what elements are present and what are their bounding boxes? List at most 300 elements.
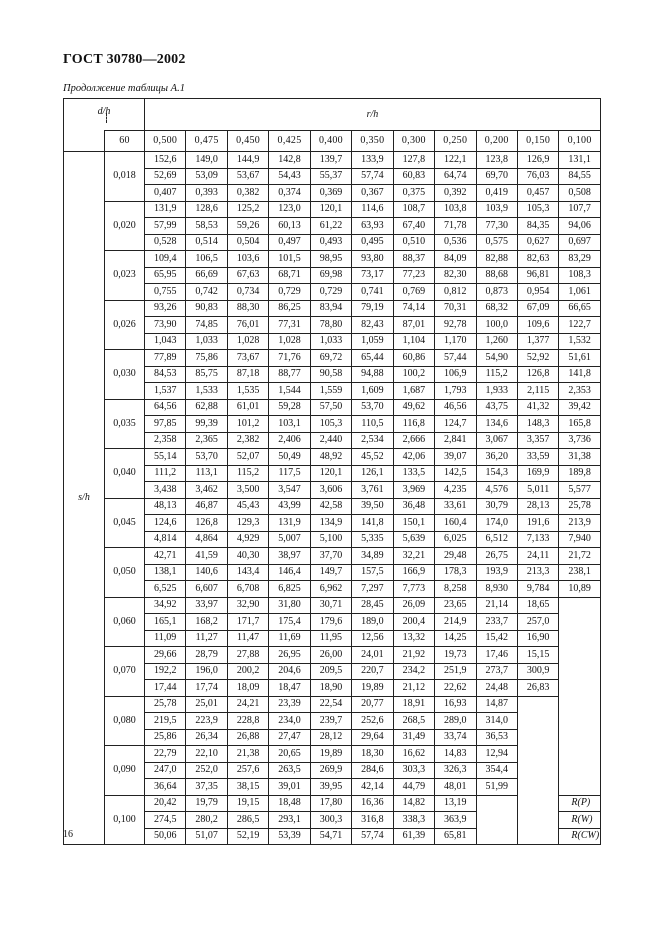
table-cell: 7,133 (517, 531, 558, 548)
table-cell: 0,729 (269, 284, 310, 301)
table-row (64, 201, 601, 218)
table-row (64, 333, 601, 350)
table-cell: 55,14 (145, 449, 186, 466)
column-header: 0,300 (393, 131, 434, 152)
table-cell: 5,335 (352, 531, 393, 548)
table-cell: 21,72 (559, 548, 601, 565)
table-cell: 165,1 (145, 614, 186, 631)
table-row (64, 762, 601, 779)
table-cell: 18,48 (269, 795, 310, 812)
table-cell: 3,547 (269, 482, 310, 499)
table-cell: 138,1 (145, 564, 186, 581)
table-cell: 26,83 (517, 680, 558, 697)
table-cell: 6,025 (435, 531, 476, 548)
table-cell: 228,8 (227, 713, 268, 730)
table-cell: 86,25 (269, 300, 310, 317)
table-cell: 1,033 (310, 333, 351, 350)
empty-cell (476, 812, 517, 829)
table-cell: 3,067 (476, 432, 517, 449)
table-cell: 2,406 (269, 432, 310, 449)
table-cell: 0,392 (435, 185, 476, 202)
table-cell: 125,2 (227, 201, 268, 218)
d-value: 0,070 (105, 647, 145, 697)
table-cell: 51,99 (476, 779, 517, 796)
table-cell: 53,70 (186, 449, 227, 466)
table-cell: 20,77 (352, 696, 393, 713)
table-cell: 142,5 (435, 465, 476, 482)
table-cell: 189,0 (352, 614, 393, 631)
table-cell: 13,32 (393, 630, 434, 647)
table-row (64, 614, 601, 631)
table-cell: 69,72 (310, 350, 351, 367)
table-cell: 274,5 (145, 812, 186, 829)
table-cell: 113,1 (186, 465, 227, 482)
table-cell: 2,115 (517, 383, 558, 400)
table-cell: 90,58 (310, 366, 351, 383)
table-cell: 4,576 (476, 482, 517, 499)
table-cell: 108,7 (393, 201, 434, 218)
table-cell: 160,4 (435, 515, 476, 532)
table-cell: 1,559 (310, 383, 351, 400)
table-cell: 59,28 (269, 399, 310, 416)
column-header: 0,100 (559, 131, 601, 152)
table-cell: 2,666 (393, 432, 434, 449)
table-cell: 293,1 (269, 812, 310, 829)
table-cell: 65,95 (145, 267, 186, 284)
table-cell: 73,67 (227, 350, 268, 367)
table-cell: 62,88 (186, 399, 227, 416)
table-cell: 284,6 (352, 762, 393, 779)
table-row (64, 399, 601, 416)
table-cell: 12,56 (352, 630, 393, 647)
table-cell: 126,8 (186, 515, 227, 532)
table-cell: 83,29 (559, 251, 601, 268)
table-cell: 69,98 (310, 267, 351, 284)
table-cell: 26,95 (269, 647, 310, 664)
table-cell: 107,7 (559, 201, 601, 218)
table-cell: 126,8 (517, 366, 558, 383)
table-cell: 17,74 (186, 680, 227, 697)
table-cell: 154,3 (476, 465, 517, 482)
table-cell: 0,367 (352, 185, 393, 202)
table-cell: 1,687 (393, 383, 434, 400)
table-cell: 2,358 (145, 432, 186, 449)
table-cell: 103,6 (227, 251, 268, 268)
table-cell: 149,7 (310, 564, 351, 581)
legend-label: R(CW) (559, 828, 601, 845)
table-cell: 70,31 (435, 300, 476, 317)
table-cell: 316,8 (352, 812, 393, 829)
table-cell: 19,73 (435, 647, 476, 664)
table-row (64, 597, 601, 614)
table-cell: 252,6 (352, 713, 393, 730)
table-cell: 25,78 (145, 696, 186, 713)
table-cell: 99,39 (186, 416, 227, 433)
table-cell: 2,841 (435, 432, 476, 449)
first-column-header: 60 (105, 131, 145, 152)
table-cell: 273,7 (476, 663, 517, 680)
table-cell: 64,74 (435, 168, 476, 185)
table-cell: 50,49 (269, 449, 310, 466)
table-cell: 29,64 (352, 729, 393, 746)
table-cell: 38,97 (269, 548, 310, 565)
table-cell: 84,55 (559, 168, 601, 185)
table-cell: 0,873 (476, 284, 517, 301)
table-cell: 22,62 (435, 680, 476, 697)
table-cell: 69,70 (476, 168, 517, 185)
table-row (64, 350, 601, 367)
table-cell: 10,89 (559, 581, 601, 598)
table-cell: 5,007 (269, 531, 310, 548)
table-cell: 90,83 (186, 300, 227, 317)
table-cell: 76,03 (517, 168, 558, 185)
table-cell: 42,58 (310, 498, 351, 515)
d-value: 0,045 (105, 498, 145, 548)
table-cell: 39,42 (559, 399, 601, 416)
table-cell: 43,99 (269, 498, 310, 515)
table-cell: 34,89 (352, 548, 393, 565)
table-cell: 134,6 (476, 416, 517, 433)
empty-cell (559, 680, 601, 697)
d-value: 0,030 (105, 350, 145, 400)
table-cell: 0,575 (476, 234, 517, 251)
table-cell: 25,86 (145, 729, 186, 746)
table-cell: 19,89 (352, 680, 393, 697)
table-cell: 1,535 (227, 383, 268, 400)
table-cell: 247,0 (145, 762, 186, 779)
table-cell: 68,32 (476, 300, 517, 317)
table-cell: 31,49 (393, 729, 434, 746)
table-cell: 120,1 (310, 201, 351, 218)
table-cell: 115,2 (227, 465, 268, 482)
table-cell: 314,0 (476, 713, 517, 730)
table-cell: 19,89 (310, 746, 351, 763)
table-cell: 105,3 (517, 201, 558, 218)
table-cell: 88,77 (269, 366, 310, 383)
table-cell: 122,1 (435, 152, 476, 169)
table-cell: 92,78 (435, 317, 476, 334)
table-cell: 257,0 (517, 614, 558, 631)
table-cell: 16,90 (517, 630, 558, 647)
table-cell: 60,83 (393, 168, 434, 185)
table-cell: 214,9 (435, 614, 476, 631)
table-cell: 33,61 (435, 498, 476, 515)
table-cell: 55,37 (310, 168, 351, 185)
table-cell: 16,62 (393, 746, 434, 763)
table-cell: 142,8 (269, 152, 310, 169)
table-cell: 28,45 (352, 597, 393, 614)
legend-label: R(P) (559, 795, 601, 812)
table-cell: 53,70 (352, 399, 393, 416)
table-cell: 175,4 (269, 614, 310, 631)
table-row (64, 663, 601, 680)
table-row (64, 482, 601, 499)
table-cell: 61,01 (227, 399, 268, 416)
table-row (64, 531, 601, 548)
table-cell: 0,382 (227, 185, 268, 202)
table-cell: 36,53 (476, 729, 517, 746)
table-cell: 24,21 (227, 696, 268, 713)
table-cell: 200,4 (393, 614, 434, 631)
table-cell: 50,06 (145, 828, 186, 845)
table-cell: 124,6 (145, 515, 186, 532)
table-cell: 24,11 (517, 548, 558, 565)
table-cell: 24,01 (352, 647, 393, 664)
table-cell: 49,62 (393, 399, 434, 416)
table-cell: 157,5 (352, 564, 393, 581)
table-cell: 76,01 (227, 317, 268, 334)
table-cell: 169,9 (517, 465, 558, 482)
table-cell: 5,011 (517, 482, 558, 499)
row-label: s/h (64, 152, 105, 845)
table-cell: 115,2 (476, 366, 517, 383)
table-cell: 149,0 (186, 152, 227, 169)
table-cell: 200,2 (227, 663, 268, 680)
table-cell: 0,755 (145, 284, 186, 301)
table-cell: 67,40 (393, 218, 434, 235)
table-cell: 4,929 (227, 531, 268, 548)
empty-cell (517, 713, 558, 730)
d-value: 0,100 (105, 795, 145, 845)
table-cell: 189,8 (559, 465, 601, 482)
table-cell: 196,0 (186, 663, 227, 680)
table-cell: 0,510 (393, 234, 434, 251)
table-cell: 30,79 (476, 498, 517, 515)
table-cell: 84,53 (145, 366, 186, 383)
table-cell: 131,9 (269, 515, 310, 532)
table-cell: 23,39 (269, 696, 310, 713)
table-cell: 1,028 (227, 333, 268, 350)
table-cell: 37,35 (186, 779, 227, 796)
table-cell: 22,10 (186, 746, 227, 763)
table-cell: 42,71 (145, 548, 186, 565)
table-cell: 28,79 (186, 647, 227, 664)
table-cell: 57,44 (435, 350, 476, 367)
empty-cell (517, 812, 558, 829)
table-cell: 363,9 (435, 812, 476, 829)
column-header: 0,150 (517, 131, 558, 152)
table-row (64, 630, 601, 647)
table-row (64, 383, 601, 400)
table-cell: 1,028 (269, 333, 310, 350)
table-cell: 58,53 (186, 218, 227, 235)
table-cell: 28,13 (517, 498, 558, 515)
d-value: 0,035 (105, 399, 145, 449)
table-cell: 57,50 (310, 399, 351, 416)
corner-spacer (64, 131, 105, 152)
table-cell: 54,90 (476, 350, 517, 367)
table-cell: 21,14 (476, 597, 517, 614)
table-cell: 2,440 (310, 432, 351, 449)
d-value: 0,026 (105, 300, 145, 350)
table-cell: 8,258 (435, 581, 476, 598)
table-cell: 38,15 (227, 779, 268, 796)
table-cell: 1,043 (145, 333, 186, 350)
table-cell: 11,09 (145, 630, 186, 647)
table-cell: 3,736 (559, 432, 601, 449)
table-cell: 1,933 (476, 383, 517, 400)
table-cell: 0,769 (393, 284, 434, 301)
column-header: 0,425 (269, 131, 310, 152)
table-cell: 3,438 (145, 482, 186, 499)
table-row (64, 152, 601, 169)
table-cell: 0,729 (310, 284, 351, 301)
table-cell: 52,69 (145, 168, 186, 185)
table-cell: 25,78 (559, 498, 601, 515)
table-cell: 53,67 (227, 168, 268, 185)
table-cell: 126,9 (517, 152, 558, 169)
table-cell: 4,864 (186, 531, 227, 548)
table-cell: 97,85 (145, 416, 186, 433)
table-cell: 7,297 (352, 581, 393, 598)
table-cell: 22,79 (145, 746, 186, 763)
table-cell: 209,5 (310, 663, 351, 680)
table-cell: 0,374 (269, 185, 310, 202)
table-cell: 116,8 (393, 416, 434, 433)
table-cell: 52,19 (227, 828, 268, 845)
table-row (64, 779, 601, 796)
table-cell: 0,457 (517, 185, 558, 202)
table-cell: 193,9 (476, 564, 517, 581)
d-value: 0,080 (105, 696, 145, 746)
table-row (64, 746, 601, 763)
table-cell: 26,34 (186, 729, 227, 746)
table-cell: 263,5 (269, 762, 310, 779)
table-cell: 0,495 (352, 234, 393, 251)
empty-cell (517, 746, 558, 763)
table-row (64, 366, 601, 383)
table-cell: 88,37 (393, 251, 434, 268)
table-cell: 18,09 (227, 680, 268, 697)
table-cell: 16,93 (435, 696, 476, 713)
table-row (64, 729, 601, 746)
table-cell: 280,2 (186, 812, 227, 829)
table-row (64, 284, 601, 301)
table-cell: 0,419 (476, 185, 517, 202)
table-cell: 34,92 (145, 597, 186, 614)
table-cell: 300,9 (517, 663, 558, 680)
table-cell: 48,13 (145, 498, 186, 515)
table-cell: 131,1 (559, 152, 601, 169)
table-cell: 68,71 (269, 267, 310, 284)
table-cell: 82,63 (517, 251, 558, 268)
empty-cell (517, 762, 558, 779)
table-cell: 60,86 (393, 350, 434, 367)
empty-cell (559, 729, 601, 746)
table-cell: 8,930 (476, 581, 517, 598)
table-cell: 192,2 (145, 663, 186, 680)
table-row (64, 432, 601, 449)
table-cell: 141,8 (559, 366, 601, 383)
table-cell: 2,534 (352, 432, 393, 449)
table-cell: 18,65 (517, 597, 558, 614)
table-cell: 103,8 (435, 201, 476, 218)
table-cell: 131,9 (145, 201, 186, 218)
table-subtitle: Продолжение таблицы А.1 (63, 83, 185, 94)
table-cell: 25,01 (186, 696, 227, 713)
table-cell: 165,8 (559, 416, 601, 433)
table-cell: 106,9 (435, 366, 476, 383)
table-cell: 251,9 (435, 663, 476, 680)
table-cell: 66,69 (186, 267, 227, 284)
table-row (64, 317, 601, 334)
column-header: 0,350 (352, 131, 393, 152)
table-cell: 213,9 (559, 515, 601, 532)
column-header: 0,400 (310, 131, 351, 152)
table-cell: 179,6 (310, 614, 351, 631)
table-cell: 1,532 (559, 333, 601, 350)
table-cell: 143,4 (227, 564, 268, 581)
table-cell: 23,65 (435, 597, 476, 614)
table-cell: 150,1 (393, 515, 434, 532)
table-cell: 71,78 (435, 218, 476, 235)
corner-divider (106, 113, 107, 123)
table-row (64, 680, 601, 697)
empty-cell (517, 779, 558, 796)
table-row (64, 449, 601, 466)
table-cell: 14,87 (476, 696, 517, 713)
table-cell: 124,7 (435, 416, 476, 433)
table-cell: 257,6 (227, 762, 268, 779)
table-cell: 87,01 (393, 317, 434, 334)
table-cell: 88,30 (227, 300, 268, 317)
d-value: 0,050 (105, 548, 145, 598)
table-cell: 45,52 (352, 449, 393, 466)
table-cell: 133,5 (393, 465, 434, 482)
table-cell: 41,32 (517, 399, 558, 416)
table-cell: 1,609 (352, 383, 393, 400)
table-row (64, 416, 601, 433)
table-cell: 0,741 (352, 284, 393, 301)
table-cell: 18,91 (393, 696, 434, 713)
table-cell: 26,88 (227, 729, 268, 746)
table-cell: 0,514 (186, 234, 227, 251)
empty-cell (476, 795, 517, 812)
table-cell: 84,09 (435, 251, 476, 268)
table-cell: 133,9 (352, 152, 393, 169)
table-cell: 19,79 (186, 795, 227, 812)
table-cell: 0,812 (435, 284, 476, 301)
table-cell: 220,7 (352, 663, 393, 680)
table-cell: 39,95 (310, 779, 351, 796)
table-cell: 3,462 (186, 482, 227, 499)
table-cell: 46,56 (435, 399, 476, 416)
empty-cell (517, 795, 558, 812)
table-row (64, 185, 601, 202)
table-cell: 1,544 (269, 383, 310, 400)
table-cell: 15,15 (517, 647, 558, 664)
table-cell: 31,80 (269, 597, 310, 614)
table-cell: 29,48 (435, 548, 476, 565)
table-cell: 103,9 (476, 201, 517, 218)
table-cell: 1,104 (393, 333, 434, 350)
table-cell: 53,39 (269, 828, 310, 845)
table-cell: 1,537 (145, 383, 186, 400)
table-cell: 33,59 (517, 449, 558, 466)
empty-cell (517, 696, 558, 713)
table-cell: 174,0 (476, 515, 517, 532)
table-cell: 5,577 (559, 482, 601, 499)
table-row (64, 465, 601, 482)
table-row (64, 300, 601, 317)
table-cell: 29,66 (145, 647, 186, 664)
table-cell: 148,3 (517, 416, 558, 433)
table-cell: 0,508 (559, 185, 601, 202)
table-row (64, 168, 601, 185)
table-cell: 0,536 (435, 234, 476, 251)
table-cell: 141,8 (352, 515, 393, 532)
table-cell: 77,31 (269, 317, 310, 334)
